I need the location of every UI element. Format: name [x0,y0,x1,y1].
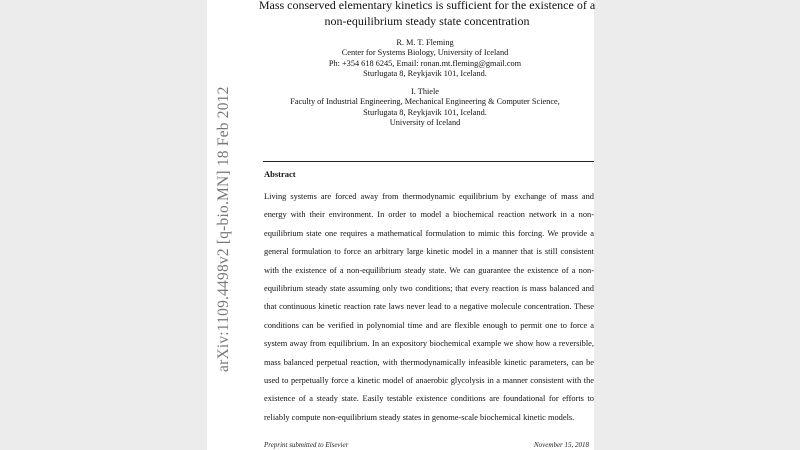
author-affiliation: Center for Systems Biology, University of Iceland [341,48,509,58]
title-line-1: Mass conserved elementary kinetics is sufficient for the existence of a [258,0,596,12]
abstract-heading: Abstract [264,169,296,179]
paper-title [232,0,622,29]
author-address: Sturlugata 8, Reykjavik 101, Iceland. [363,107,487,117]
arxiv-identifier: arXiv:1109.4498v2 [q-bio.MN] 18 Feb 2012 [215,86,232,372]
title-line-2: non-equilibrium steady state concentration [324,14,530,28]
author-address: Sturlugata 8, Reykjavik 101, Iceland. [363,69,487,79]
author-block-2 [265,87,585,129]
section-divider [263,161,594,162]
footer-preprint-note: Preprint submitted to Elsevier [264,441,349,449]
background-right [594,0,800,450]
footer-date: November 15, 2018 [534,441,590,449]
author-institution: University of Iceland [389,118,461,128]
abstract-body: Living systems are forced away from thermodynamic equilibrium by exchange of mass and energy with their environment. In order to model a biochemical reaction network in a non-equilibrium state one requires a mathematical formulation to mimic this forcing. We provide a general formulation to force an arbitrary large kinetic model in a manner that is still consistent with the existence of a non-equilibrium steady state. We can guarantee the existence of a non-equilibrium steady state assuming only two conditions; that every reaction is mass balanced and that continuous kinetic reaction rate laws never lead to a negative molecule concentration. These conditions can be verified in polynomial time and are flexible enough to permit one to force a system away from equilibrium. In an expository biochemical example we show how a reversible, mass balanced perpetual reaction, with thermodynamically infeasible kinetic parameters, can be used to perpetually force a kinetic model of anaerobic glycolysis in a manner consistent with the existence of a steady state. Easily testable existence conditions are foundational for efforts to reliably compute non-equilibrium steady states in genome-scale biochemical kinetic models. [264,192,594,422]
background-left [0,0,207,450]
author-name: R. M. T. Fleming [396,38,454,47]
author-affiliation: Faculty of Industrial Engineering, Mechanical Engineering & Computer Science, [290,97,560,107]
author-name: I. Thiele [411,87,439,96]
author-block-1 [290,38,560,80]
author-contact: Ph: +354 618 6245, Email: ronan.mt.fleming@gmail.com [328,58,522,68]
